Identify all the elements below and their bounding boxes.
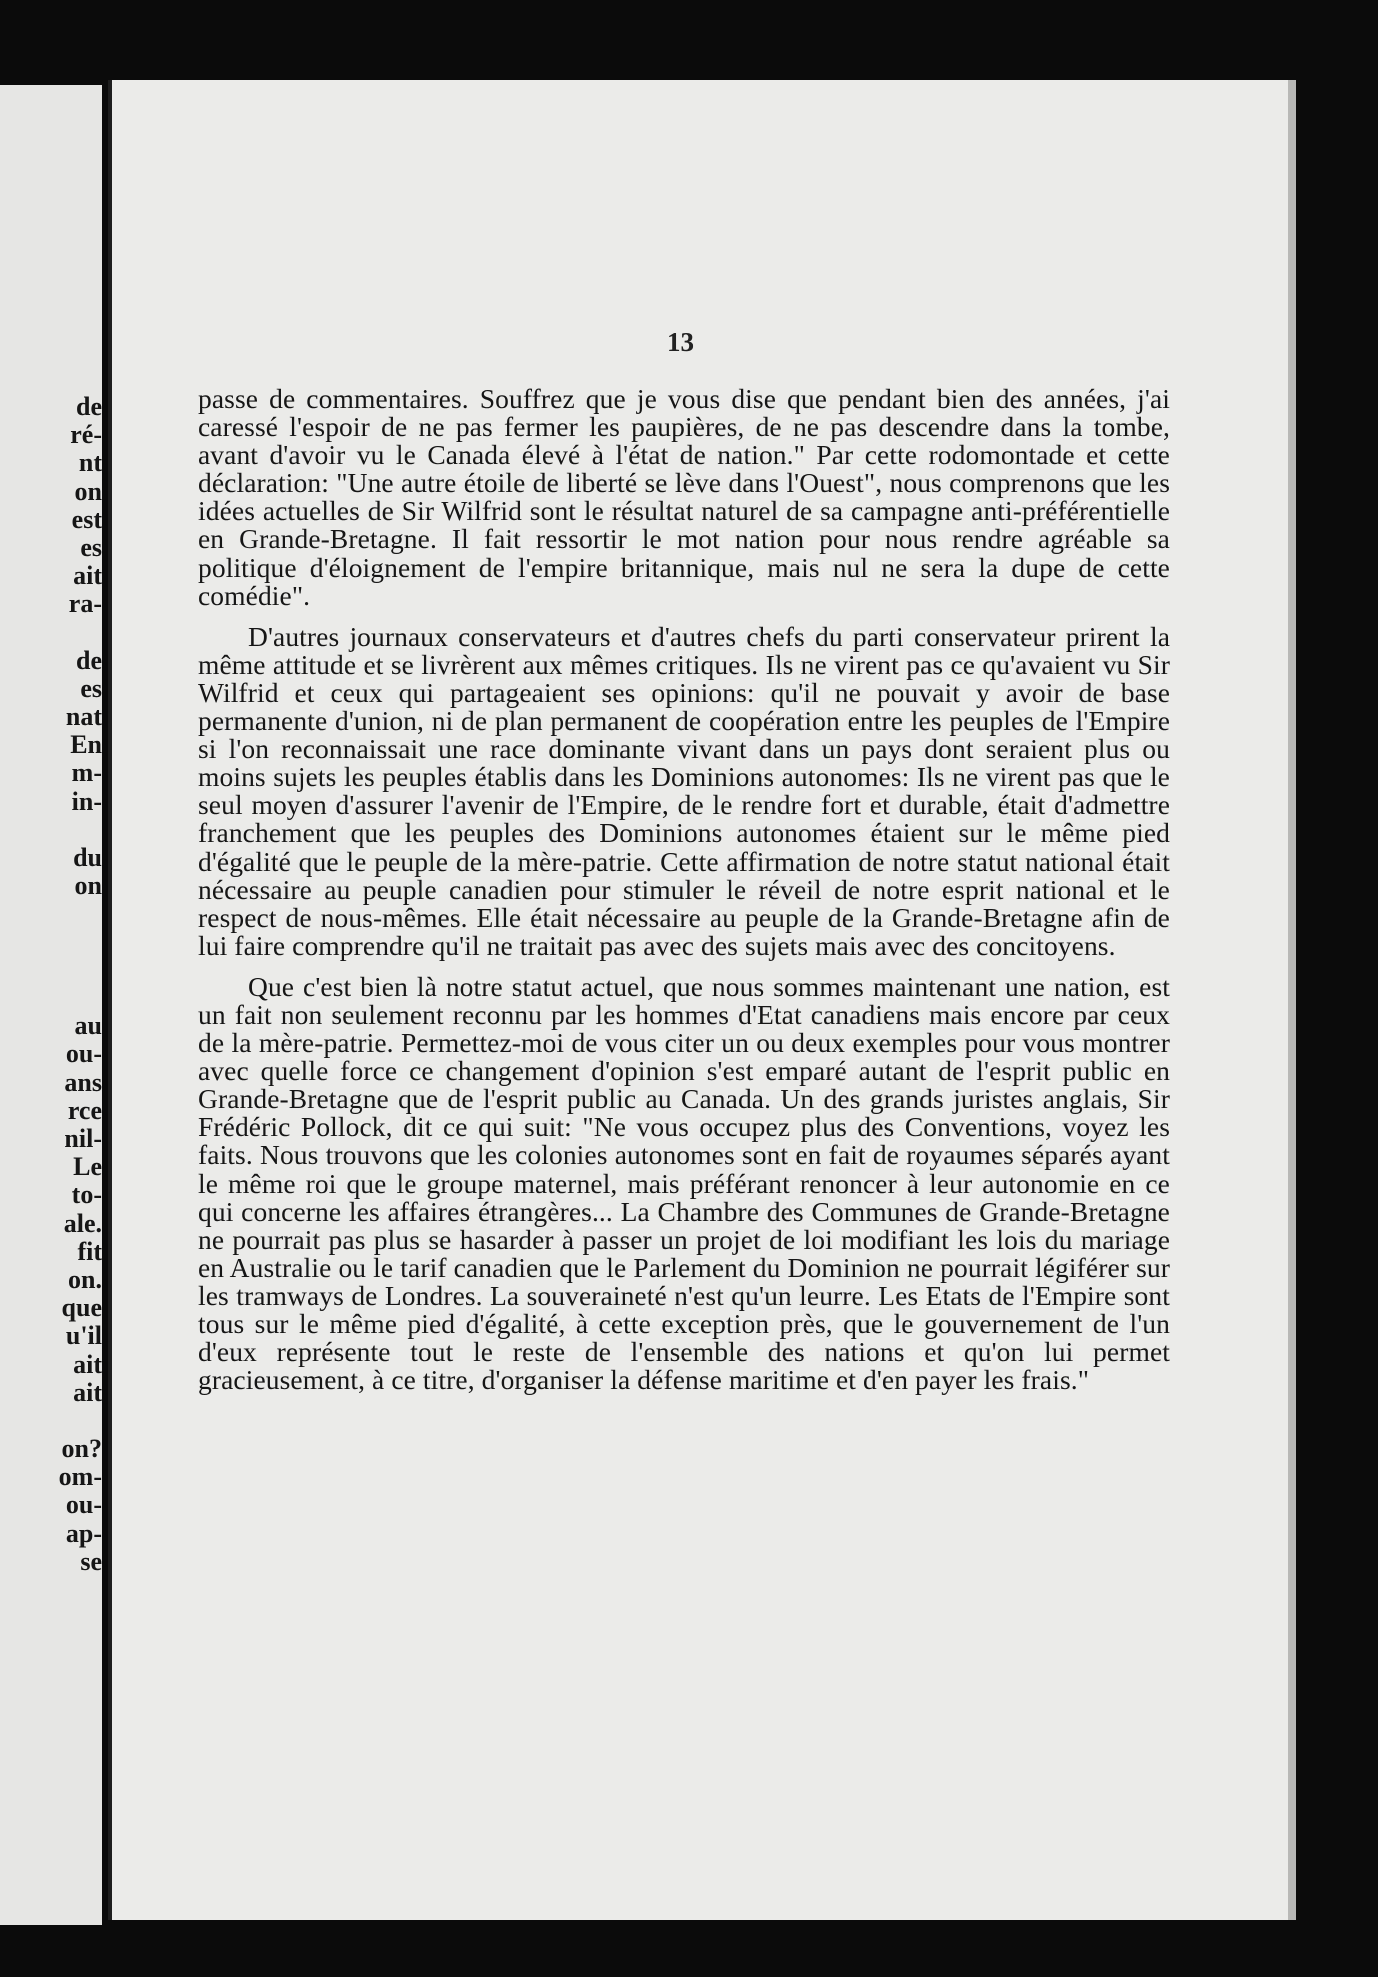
left-page-line: nat: [65, 702, 102, 731]
document-page: [108, 80, 1296, 1920]
left-page-line: in-: [71, 786, 102, 816]
paragraph-2: D'autres journaux conservateurs et d'autres chefs du parti conservateur prirent la même attitude et se livrèrent aux mêmes critiques. Ils ne virent pas ce qu'avaient vu Sir Wilfrid et ceux qui partageaient ses opinions: qu'il ne pouvait y avoir de base permanente d'union, ni de plan permanent de coopération entre les peuples de l'Empire si l'on reconnaissait une race dominante vivant dans un pays dont seraient plus ou moins sujets les peuples établis dans les Dominions autonomes: Ils ne virent pas que le seul moyen d'assurer l'avenir de l'Empire, de le rendre fort et durable, était d'admettre franchement que les peuples des Dominions autonomes étaient sur le même pied d'égalité que le peuple de la mère-patrie. Cette affirmation de notre statut national était nécessaire au peuple canadien pour stimuler le réveil de notre esprit national et le respect de nous-mêmes. Elle était nécessaire au peuple de la Grande-Bretagne afin de lui faire comprendre qu'il ne traitait pas avec des sujets mais avec des concitoyens.: [198, 620, 1170, 961]
left-page-line: ait: [73, 561, 102, 591]
left-page-line: ré-: [70, 420, 102, 450]
left-page-line: ou-: [65, 1490, 102, 1520]
left-page-line: de: [76, 645, 102, 675]
left-page-line: om-: [58, 1462, 102, 1492]
left-page-line: m-: [71, 758, 102, 788]
left-page-line: ait: [73, 1377, 102, 1407]
left-page-line: que: [61, 1293, 102, 1323]
left-page-line: ale.: [63, 1208, 102, 1238]
left-page-line: on.: [68, 1265, 102, 1294]
left-page-line: de: [76, 392, 102, 421]
left-page-fragment: [0, 85, 102, 1925]
left-page-line: on: [74, 476, 102, 506]
left-page-line: to-: [71, 1180, 102, 1210]
left-page-line: au: [74, 1011, 102, 1041]
left-page-line: du: [73, 842, 102, 872]
left-page-line: ou-: [65, 1039, 102, 1069]
page-edge: [1288, 80, 1296, 1920]
left-page-line: ans: [64, 1067, 102, 1097]
paragraph-1: passe de commentaires. Souffrez que je vous dise que pendant bien des années, j'ai caressé l'espoir de ne pas fermer les paupières, de ne pas descendre dans la tombe, avant d'avoir vu le Canada élevé à l'état de nation." Par cette rodomontade et cette déclaration: "Une autre étoile de liberté se lève dans l'Ouest", nous comprenons que les idées actuelles de Sir Wilfrid sont le résultat naturel de sa campagne anti-préférentielle en Grande-Bretagne. Il fait ressortir le mot nation pour nous rendre agréable sa politique d'éloignement de l'empire britannique, mais nul ne sera la dupe de cette comédie".: [198, 383, 1170, 611]
paragraph-3: Que c'est bien là notre statut actuel, que nous sommes maintenant une nation, est un fait non seulement reconnu par les hommes d'Etat canadiens mais encore par ceux de la mère-patrie. Permettez-moi de vous citer un ou deux exemples pour vous montrer avec quelle force ce changement d'opinion s'est emparé autant de l'esprit public en Grande-Bretagne que de l'esprit public au Canada. Un des grands juristes anglais, Sir Frédéric Pollock, dit ce qui suit: "Ne vous occupez plus des Conventions, voyez les faits. Nous trouvons que les colonies autonomes sont en fait de royaumes séparés ayant le même roi que le groupe maternel, mais préférant renoncer à leur autonomie en ce qui concerne les affaires étrangères... La Chambre des Communes de Grande-Bretagne ne pourrait pas plus se hasarder à passer un projet de loi modifiant les lois du mariage en Australie ou le tarif canadien que le Parlement du Dominion ne pourrait légiférer sur les tramways de Londres. La souveraineté n'est qu'un leurre. Les Etats de l'Empire sont tous sur le même pied d'égalité, à cette exception près, que le gouvernement de l'un d'eux représente tout le reste de l'ensemble des nations et qu'on lui permet gracieusement, à ce titre, d'organiser la défense maritime et d'en payer les frais.": [198, 970, 1170, 1396]
left-page-line: es: [80, 673, 102, 703]
left-page-line: ra-: [68, 589, 102, 619]
left-page-line: nt: [78, 448, 102, 478]
left-page-line: nil-: [64, 1124, 102, 1153]
body-text: [198, 385, 1170, 1407]
left-page-line: rce: [67, 1095, 102, 1125]
left-page-line: es: [80, 533, 102, 562]
left-page-line: Le: [73, 1152, 102, 1182]
left-page-line: En: [70, 730, 102, 760]
left-page-line: on: [74, 871, 102, 900]
left-page-line: on?: [61, 1434, 102, 1463]
left-page-line: est: [71, 504, 102, 534]
page-number: 13: [667, 327, 694, 357]
left-page-line: u'il: [65, 1321, 102, 1351]
left-page-line: ait: [73, 1349, 102, 1379]
left-page-line: se: [80, 1546, 102, 1576]
left-page-line: fit: [77, 1236, 102, 1266]
left-page-line: ap-: [65, 1518, 102, 1548]
